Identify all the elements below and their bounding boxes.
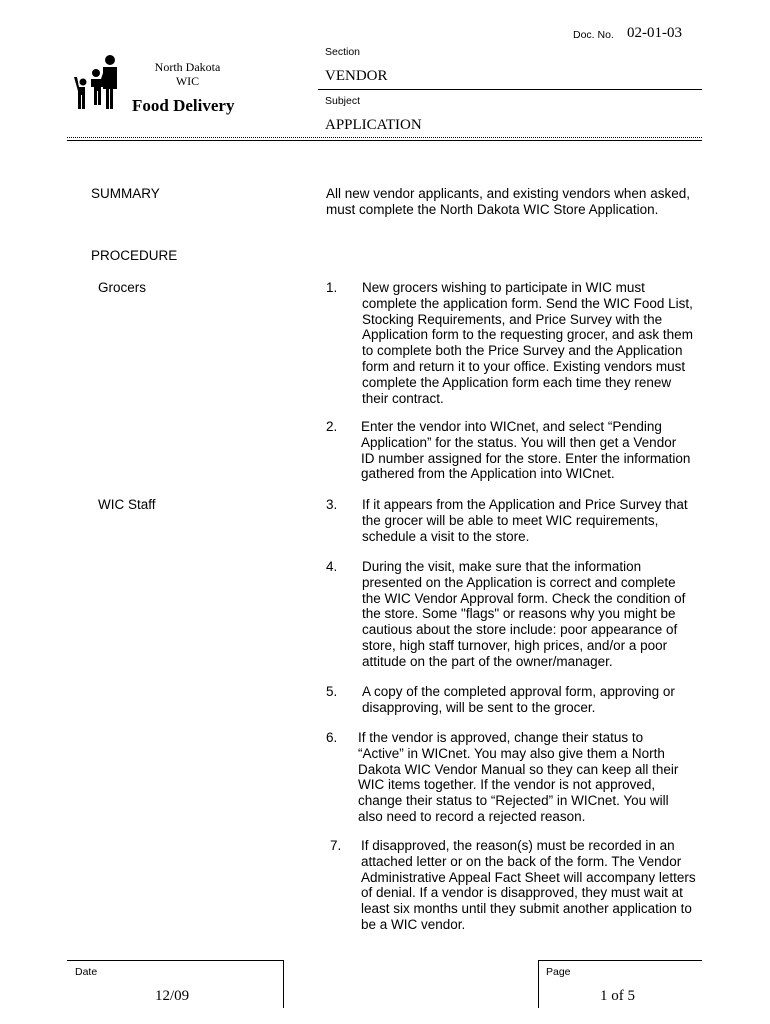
subject-value: APPLICATION	[325, 117, 422, 133]
header-rule-bottom	[67, 140, 702, 141]
org-line1: North Dakota	[154, 60, 221, 74]
wic-staff-label: WIC Staff	[98, 497, 156, 512]
footer-divider-right	[538, 960, 539, 1008]
item-number: 2.	[326, 419, 338, 434]
section-divider	[318, 89, 702, 90]
item-text: Enter the vendor into WICnet, and select “Pending Application” for the status. You will then get a Vendor ID number assigned for the store. Enter the information gathered from the Application into WICnet.	[361, 419, 691, 482]
procedure-item	[326, 280, 711, 410]
procedure-item	[326, 419, 711, 485]
procedure-item	[326, 497, 711, 547]
footer-rule-right	[538, 960, 702, 961]
doc-no-label: Doc. No.	[573, 29, 614, 41]
summary-text: All new vendor applicants, and existing vendors when asked, must complete the North Dakota WIC Store Application.	[326, 186, 690, 217]
section-label: Section	[325, 46, 361, 58]
item-text: If the vendor is approved, change their status to “Active” in WICnet. You may also give them a North Dakota WIC Vendor Manual so they can keep all their WIC items together. If the vendor is not approved, change their status to “Rejected” in WICnet. You will also need to record a rejected reason.	[358, 730, 679, 824]
family-icon	[72, 55, 124, 113]
procedure-heading: PROCEDURE	[91, 248, 178, 263]
subject-label: Subject	[325, 95, 361, 107]
page-value: 1 of 5	[600, 988, 635, 1004]
grocers-label: Grocers	[98, 280, 147, 295]
doc-no-value: 02-01-03	[627, 25, 682, 41]
summary-heading: SUMMARY	[91, 186, 160, 201]
procedure-item	[326, 559, 711, 673]
footer-rule-left	[67, 960, 284, 961]
footer-divider-left	[283, 960, 284, 1008]
item-text: If disapproved, the reason(s) must be recorded in an attached letter or on the back of the form. The Vendor Administrative Appeal Fact Sheet will accompany letters of denial. If a vendor is disapproved, they must wait at least six months until they submit another application to be a WIC vendor.	[361, 838, 696, 932]
date-label: Date	[75, 966, 98, 978]
section-value: VENDOR	[325, 68, 388, 84]
procedure-item	[326, 730, 711, 828]
org-line2: WIC	[175, 74, 200, 88]
header-rule-top	[67, 137, 702, 138]
date-value: 12/09	[155, 988, 190, 1004]
org-title: Food Delivery	[132, 96, 235, 115]
item-number: 3.	[326, 497, 338, 512]
item-number: 7.	[330, 838, 342, 853]
item-number: 1.	[326, 280, 338, 295]
item-text: During the visit, make sure that the information presented on the Application is correct and complete the WIC Vendor Approval form. Check the condition of the store. Some "flags" or reasons why you might be cautious about the store include: poor appearance of store, high staff turnover, high prices, and/or a poor attitude on the part of the owner/manager.	[362, 559, 686, 669]
item-text: New grocers wishing to participate in WIC must complete the application form. Send the WIC Food List, Stocking Requirements, and Price Survey with the Application form to the requesting grocer, and ask them to complete both the Price Survey and the Application form and return it to your office. Existing vendors must complete the Application form each time they renew their contract.	[362, 280, 693, 406]
item-number: 6.	[326, 730, 338, 745]
procedure-item	[326, 684, 711, 718]
item-text: A copy of the completed approval form, approving or disapproving, will be sent to the grocer.	[362, 684, 675, 715]
item-number: 4.	[326, 559, 338, 574]
item-text: If it appears from the Application and Price Survey that the grocer will be able to meet WIC requirements, schedule a visit to the store.	[362, 497, 688, 544]
page-label: Page	[546, 966, 571, 978]
procedure-item	[330, 838, 715, 936]
item-number: 5.	[326, 684, 338, 699]
